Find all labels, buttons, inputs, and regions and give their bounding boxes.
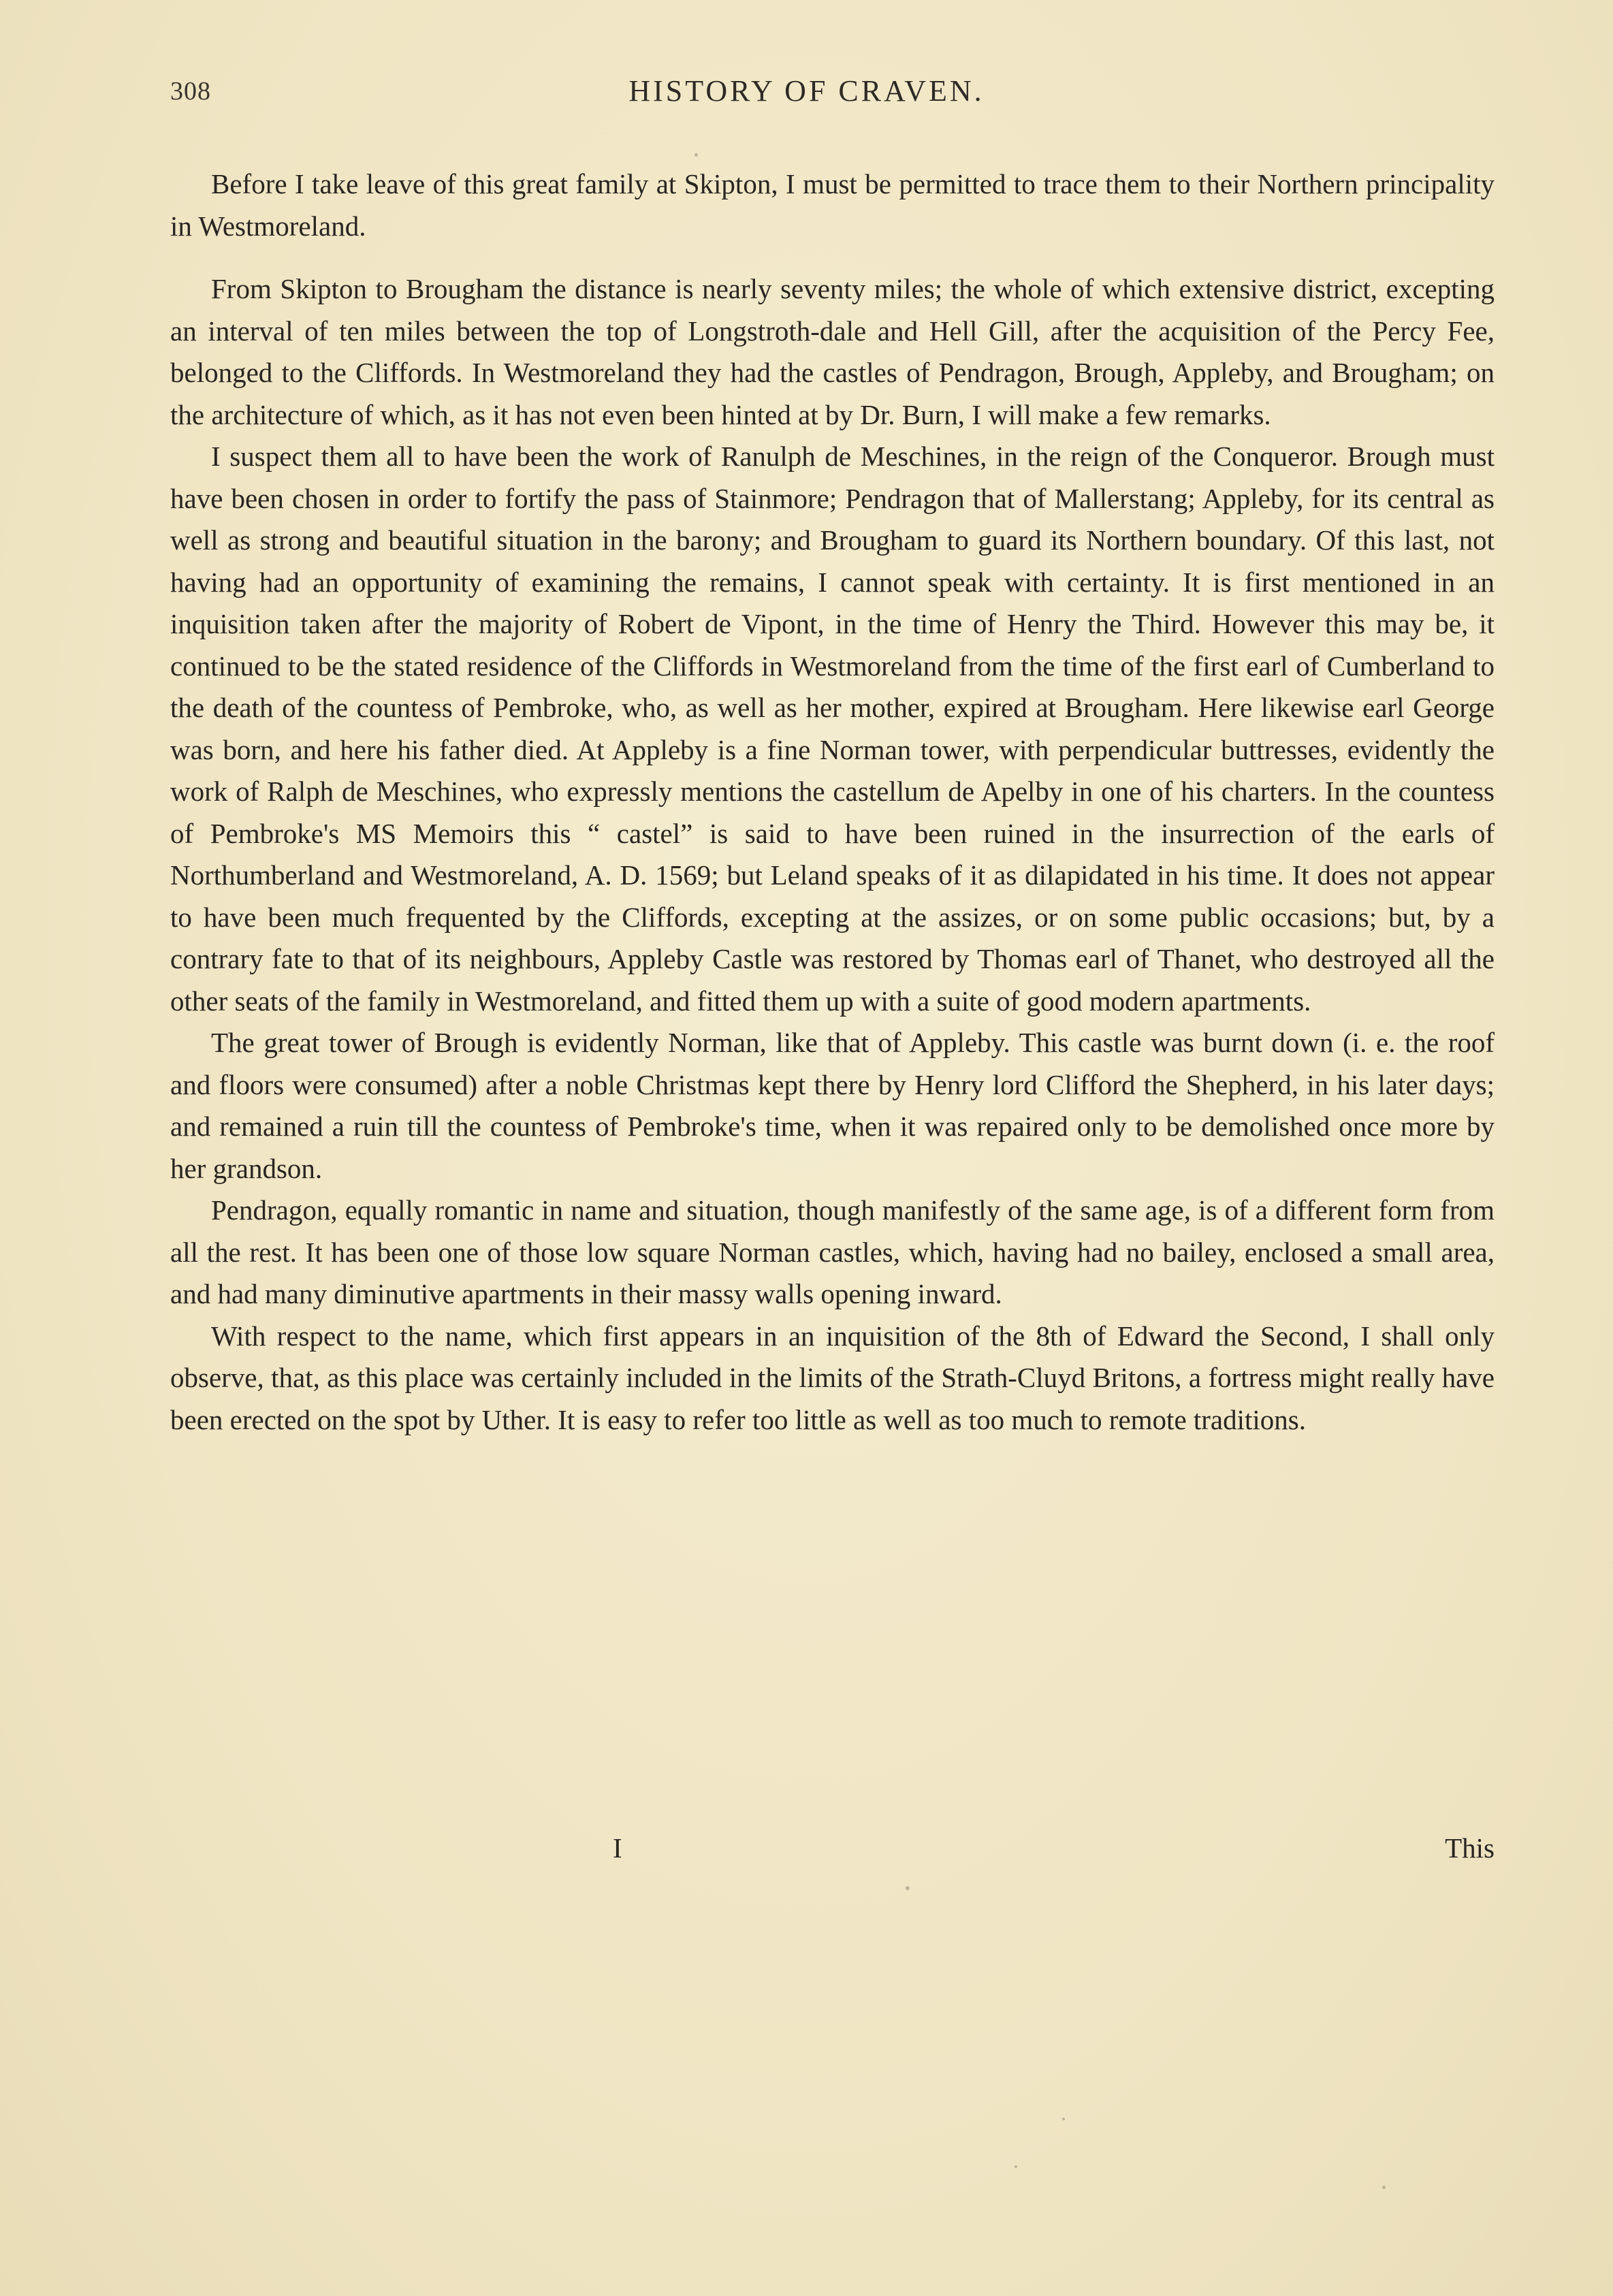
signature-mark: I: [613, 1832, 622, 1864]
paragraph-name: With respect to the name, which first appears in an inquisition of the 8th of Edward the Second, I shall only observe, that, as this place was certainly included in the limits of the Strath-Cluyd Britons, a fortress might really have been erected on the spot by Uther. It is easy to refer too little as well as too much to remote traditions.: [170, 1320, 1495, 1435]
body-text: [170, 163, 1495, 1441]
paragraph-distance: From Skipton to Brougham the distance is nearly seventy miles; the whole of which extensive district, excepting an interval of ten miles between the top of Longstroth-dale and Hell Gill, after the acquisition of the Percy Fee, belonged to the Cliffords. In Westmoreland they had the castles of Pendragon, Brough, Appleby, and Brougham; on the architecture of which, as it has not even been hinted at by Dr. Burn, I will make a few remarks.: [170, 273, 1495, 430]
paragraph-pendragon: Pendragon, equally romantic in name and situation, though manifestly of the same age, is of a different form from all the rest. It has been one of those low square Norman castles, which, having had no bailey, enclosed a small area, and had many diminutive apartments in their massy walls opening inward.: [170, 1194, 1495, 1309]
page-footer: [170, 1832, 1495, 1872]
paper-speck: [906, 1886, 910, 1890]
paragraph-intro: Before I take leave of this great family at Skipton, I must be permitted to trace them to their Northern principality in Westmoreland.: [170, 168, 1495, 242]
paper-speck: [1062, 2118, 1065, 2120]
catchword: This: [1445, 1832, 1495, 1864]
paragraph-brough: The great tower of Brough is evidently Norman, like that of Appleby. This castle was burnt down (i. e. the roof and floors were consumed) after a noble Christmas kept there by Henry lord Clifford the Shepherd, in his later days; and remained a ruin till the countess of Pembroke's time, when it was repaired only to be demolished once more by her grandson.: [170, 1027, 1495, 1184]
paragraph-meschines: I suspect them all to have been the work of Ranulph de Meschines, in the reign of the Conqueror. Brough must have been chosen in order to fortify the pass of Stainmore; Pendragon that of Mallerstang; Appleby, for its central as well as strong and beautiful situation in the barony; and Brougham to guard its Northern boundary. Of this last, not having had an opportunity of examining the remains, I cannot speak with certainty. It is first mentioned in an inquisition taken after the majority of Robert de Vipont, in the time of Henry the Third. However this may be, it continued to be the stated residence of the Cliffords in Westmoreland from the time of the first earl of Cumberland to the death of the countess of Pembroke, who, as well as her mother, expired at Brougham. Here likewise earl George was born, and here his father died. At Appleby is a fine Norman tower, with perpendicular buttresses, evidently the work of Ralph de Meschines, who expressly mentions the castellum de Apelby in one of his charters. In the countess of Pembroke's MS Memoirs this “ castel” is said to have been ruined in the insurrection of the earls of Northumberland and Westmoreland, A. D. 1569; but Leland speaks of it as dilapidated in his time. It does not appear to have been much frequented by the Cliffords, excepting at the assizes, or on some public occasions; but, by a contrary fate to that of its neighbours, Appleby Castle was restored by Thomas earl of Thanet, who destroyed all the other seats of the family in Westmoreland, and fitted them up with a suite of good modern apartments.: [170, 441, 1495, 1017]
paper-speck: [1382, 2186, 1386, 2189]
paper-speck: [1015, 2165, 1017, 2168]
page-number: 308: [170, 77, 211, 106]
running-head-title: HISTORY OF CRAVEN.: [628, 74, 985, 108]
paper-speck: [694, 153, 698, 157]
